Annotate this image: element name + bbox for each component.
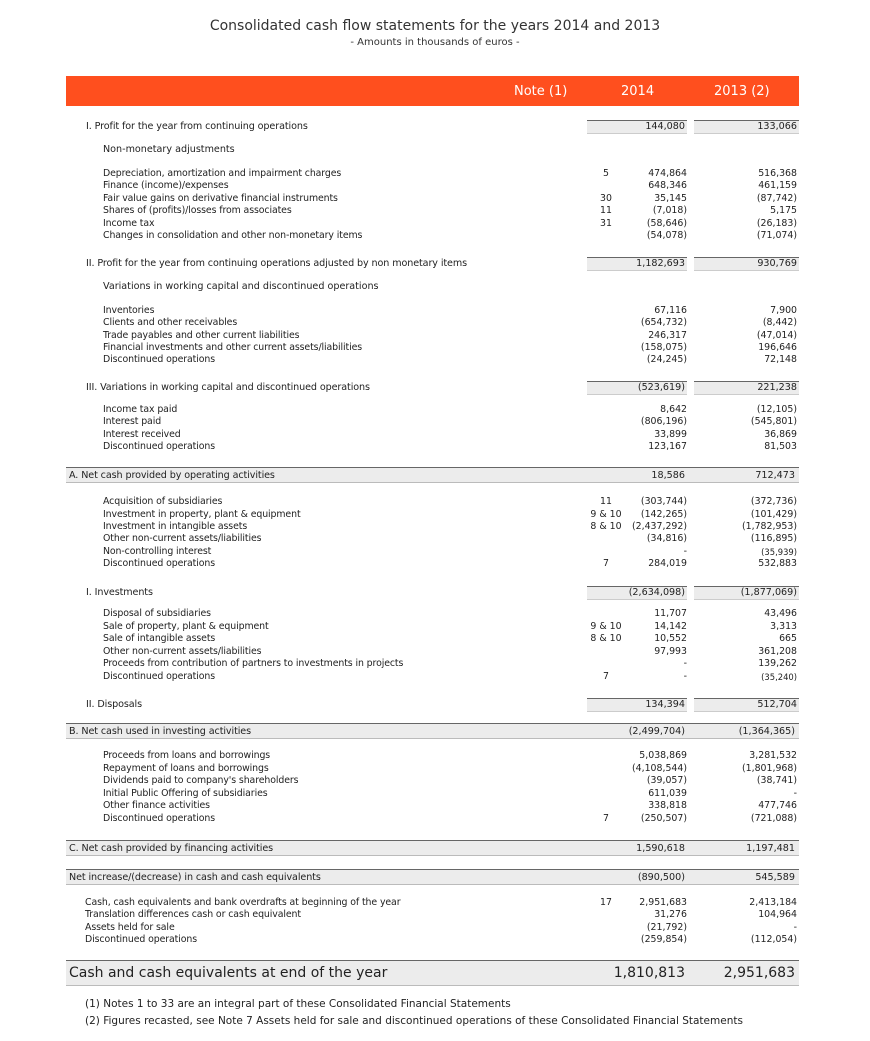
row-label: Disposal of subsidiaries <box>103 608 211 619</box>
row-value-2014: 338,818 <box>648 800 687 811</box>
row-value-2013: (47,014) <box>756 330 797 341</box>
total-label: B. Net cash used in investing activities <box>69 726 251 737</box>
final-value-2014: 1,810,813 <box>613 965 685 981</box>
row-value-2013: (38,741) <box>756 775 797 786</box>
subtotal-value-2013: 512,704 <box>757 699 797 710</box>
row-label: Investment in intangible assets <box>103 521 248 532</box>
total-value-2013: (1,364,365) <box>738 726 795 737</box>
row-label: Income tax <box>103 218 155 229</box>
row-value-2013: 43,496 <box>764 608 797 619</box>
row-value-2013: (1,801,968) <box>741 763 797 774</box>
row-label: Discontinued operations <box>85 934 197 945</box>
row-value-2013: - <box>793 922 797 933</box>
subtotal-value-2013: (1,877,069) <box>740 587 797 598</box>
row-value-2014: 35,145 <box>654 193 687 204</box>
row-note: 30 <box>600 193 612 204</box>
row-label: Clients and other receivables <box>103 317 238 328</box>
row-note: 8 & 10 <box>590 633 622 644</box>
row-value-2013: 5,175 <box>770 205 797 216</box>
row-value-2013: 139,262 <box>758 658 797 669</box>
row-value-2013: (116,895) <box>750 533 797 544</box>
row-label: Shares of (profits)/losses from associates <box>103 205 292 216</box>
row-value-2014: (142,265) <box>640 509 687 520</box>
total-label: C. Net cash provided by financing activities <box>69 843 274 854</box>
row-note: 17 <box>600 897 612 908</box>
row-label: Discontinued operations <box>103 558 215 569</box>
row-value-2014: 2,951,683 <box>639 897 687 908</box>
table-header <box>66 76 799 106</box>
subtotal-row <box>66 380 799 394</box>
subtotal-value-2014: (2,634,098) <box>628 587 685 598</box>
row-label: Other non-current assets/liabilities <box>103 646 262 657</box>
row-label: Dividends paid to company's shareholders <box>103 775 299 786</box>
subtotal-value-2013: 930,769 <box>757 258 797 269</box>
row-note: 9 & 10 <box>590 509 622 520</box>
total-value-2013: 712,473 <box>755 470 795 481</box>
row-value-2013: (112,054) <box>750 934 797 945</box>
row-value-2013: (545,801) <box>750 416 797 427</box>
row-value-2013: 196,646 <box>758 342 797 353</box>
row-label: Interest received <box>103 429 181 440</box>
row-value-2014: 5,038,869 <box>639 750 687 761</box>
row-note: 11 <box>600 496 612 507</box>
row-value-2013: 81,503 <box>764 441 797 452</box>
row-value-2014: 246,317 <box>648 330 687 341</box>
total-value-2014: 18,586 <box>651 470 685 481</box>
header-year-2013: 2013 (2) <box>714 84 770 99</box>
total-row <box>66 869 799 885</box>
row-label: Repayment of loans and borrowings <box>103 763 269 774</box>
total-value-2013: 545,589 <box>755 872 795 883</box>
row-value-2013: (1,782,953) <box>741 521 797 532</box>
row-value-2013: (101,429) <box>750 509 797 520</box>
row-value-2013: 72,148 <box>764 354 797 365</box>
row-value-2014: (7,018) <box>652 205 687 216</box>
row-label: Finance (income)/expenses <box>103 180 229 191</box>
row-label: Discontinued operations <box>103 441 215 452</box>
row-value-2014: - <box>683 671 687 682</box>
subtotal-row <box>66 256 799 270</box>
subtotal-value-2013: 133,066 <box>757 121 797 132</box>
total-label: A. Net cash provided by operating activities <box>69 470 275 481</box>
row-note: 7 <box>603 813 609 824</box>
row-value-2014: (4,108,544) <box>631 763 687 774</box>
row-label: Initial Public Offering of subsidiaries <box>103 788 268 799</box>
row-value-2013: (71,074) <box>756 230 797 241</box>
row-value-2014: 8,642 <box>660 404 687 415</box>
row-value-2014: 10,552 <box>654 633 687 644</box>
row-value-2014: (21,792) <box>646 922 687 933</box>
row-label: Discontinued operations <box>103 354 215 365</box>
row-value-2014: (39,057) <box>646 775 687 786</box>
final-value-2013: 2,951,683 <box>723 965 795 981</box>
row-label: Financial investments and other current assets/liabilities <box>103 342 363 353</box>
row-label: Interest paid <box>103 416 162 427</box>
row-value-2014: (806,196) <box>640 416 687 427</box>
row-label: Other finance activities <box>103 800 210 811</box>
row-label: Discontinued operations <box>103 671 215 682</box>
row-value-2013: (26,183) <box>756 218 797 229</box>
row-value-2014: (24,245) <box>646 354 687 365</box>
total-value-2014: 1,590,618 <box>636 843 685 854</box>
row-label: Income tax paid <box>103 404 178 415</box>
row-value-2013: 3,281,532 <box>749 750 797 761</box>
section-heading: Non-monetary adjustments <box>103 144 235 155</box>
row-value-2014: (303,744) <box>640 496 687 507</box>
row-value-2014: (2,437,292) <box>631 521 687 532</box>
row-value-2013: 516,368 <box>758 168 797 179</box>
row-note: 31 <box>600 218 612 229</box>
row-label: Sale of property, plant & equipment <box>103 621 269 632</box>
row-label: Cash, cash equivalents and bank overdrafts at beginning of the year <box>85 897 401 908</box>
row-label: Assets held for sale <box>85 922 175 933</box>
total-row <box>66 723 799 739</box>
section-heading: Variations in working capital and discontinued operations <box>103 281 379 292</box>
subtotal-value-2014: 1,182,693 <box>636 258 685 269</box>
subtotal-value-2014: 144,080 <box>645 121 685 132</box>
row-value-2013: (35,240) <box>761 672 797 682</box>
row-value-2013: 532,883 <box>758 558 797 569</box>
row-value-2014: (58,646) <box>646 218 687 229</box>
row-note: 7 <box>603 558 609 569</box>
row-label: Proceeds from contribution of partners to investments in projects <box>103 658 404 669</box>
row-value-2014: 474,864 <box>648 168 687 179</box>
subtotal-row <box>66 697 799 711</box>
row-value-2014: 11,707 <box>654 608 687 619</box>
row-value-2014: (250,507) <box>640 813 687 824</box>
row-value-2014: 611,039 <box>648 788 687 799</box>
row-label: Depreciation, amortization and impairment charges <box>103 168 342 179</box>
row-value-2014: (54,078) <box>646 230 687 241</box>
row-value-2014: 123,167 <box>648 441 687 452</box>
total-row <box>66 840 799 856</box>
row-value-2014: 97,993 <box>654 646 687 657</box>
row-value-2013: 7,900 <box>770 305 797 316</box>
row-value-2013: 104,964 <box>758 909 797 920</box>
row-value-2014: (259,854) <box>640 934 687 945</box>
row-note: 11 <box>600 205 612 216</box>
subtotal-row <box>66 119 799 133</box>
subtotal-row <box>66 585 799 599</box>
row-value-2014: - <box>683 546 687 557</box>
row-value-2013: 461,159 <box>758 180 797 191</box>
row-note: 7 <box>603 671 609 682</box>
row-value-2014: 648,346 <box>648 180 687 191</box>
subtotal-value-2014: 134,394 <box>645 699 685 710</box>
row-label: Inventories <box>103 305 155 316</box>
row-value-2014: 284,019 <box>648 558 687 569</box>
total-label: Net increase/(decrease) in cash and cash equivalents <box>69 872 321 883</box>
final-total-row <box>66 960 799 986</box>
subtotal-value-2014: (523,619) <box>637 382 685 393</box>
row-label: Changes in consolidation and other non-monetary items <box>103 230 363 241</box>
row-value-2013: 477,746 <box>758 800 797 811</box>
total-value-2014: (890,500) <box>637 872 685 883</box>
row-value-2013: (721,088) <box>750 813 797 824</box>
row-value-2013: (12,105) <box>756 404 797 415</box>
row-value-2014: (34,816) <box>646 533 687 544</box>
row-value-2013: 36,869 <box>764 429 797 440</box>
row-value-2014: 31,276 <box>654 909 687 920</box>
row-value-2014: - <box>683 658 687 669</box>
footnote-1: (1) Notes 1 to 33 are an integral part of these Consolidated Financial Statements <box>85 998 511 1010</box>
page-title: Consolidated cash flow statements for the years 2014 and 2013 <box>209 18 661 34</box>
row-value-2013: 3,313 <box>770 621 797 632</box>
total-value-2013: 1,197,481 <box>746 843 795 854</box>
footnote-2: (2) Figures recasted, see Note 7 Assets held for sale and discontinued operations of these Consolidated Financial Statements <box>85 1015 743 1027</box>
final-label: Cash and cash equivalents at end of the year <box>69 965 388 981</box>
row-label: Other non-current assets/liabilities <box>103 533 262 544</box>
subtotal-label: I. Investments <box>86 587 153 598</box>
row-note: 8 & 10 <box>590 521 622 532</box>
row-value-2013: 665 <box>779 633 797 644</box>
row-value-2013: 2,413,184 <box>749 897 797 908</box>
total-value-2014: (2,499,704) <box>628 726 685 737</box>
row-label: Investment in property, plant & equipment <box>103 509 301 520</box>
row-value-2013: - <box>793 788 797 799</box>
row-value-2014: 33,899 <box>654 429 687 440</box>
row-note: 9 & 10 <box>590 621 622 632</box>
row-value-2014: (158,075) <box>640 342 687 353</box>
row-label: Discontinued operations <box>103 813 215 824</box>
row-label: Proceeds from loans and borrowings <box>103 750 271 761</box>
row-value-2014: 14,142 <box>654 621 687 632</box>
subtotal-label: III. Variations in working capital and discontinued operations <box>86 382 370 393</box>
header-note: Note (1) <box>514 84 568 99</box>
row-label: Non-controlling interest <box>103 546 212 557</box>
subtotal-label: II. Profit for the year from continuing operations adjusted by non monetary items <box>86 258 467 269</box>
row-value-2013: (8,442) <box>762 317 797 328</box>
row-label: Translation differences cash or cash equivalent <box>85 909 301 920</box>
total-row <box>66 467 799 483</box>
row-label: Trade payables and other current liabilities <box>103 330 300 341</box>
subtotal-value-2013: 221,238 <box>757 382 797 393</box>
row-value-2013: (35,939) <box>761 547 797 557</box>
subtotal-label: II. Disposals <box>86 699 143 710</box>
row-label: Fair value gains on derivative financial instruments <box>103 193 338 204</box>
row-label: Acquisition of subsidiaries <box>103 496 223 507</box>
row-value-2013: 361,208 <box>758 646 797 657</box>
header-year-2014: 2014 <box>621 84 655 99</box>
subtotal-label: I. Profit for the year from continuing operations <box>86 121 308 132</box>
row-note: 5 <box>603 168 609 179</box>
row-value-2013: (87,742) <box>756 193 797 204</box>
page-subtitle: - Amounts in thousands of euros - <box>350 37 520 48</box>
row-label: Sale of intangible assets <box>103 633 216 644</box>
row-value-2014: (654,732) <box>640 317 687 328</box>
row-value-2013: (372,736) <box>750 496 797 507</box>
row-value-2014: 67,116 <box>654 305 687 316</box>
